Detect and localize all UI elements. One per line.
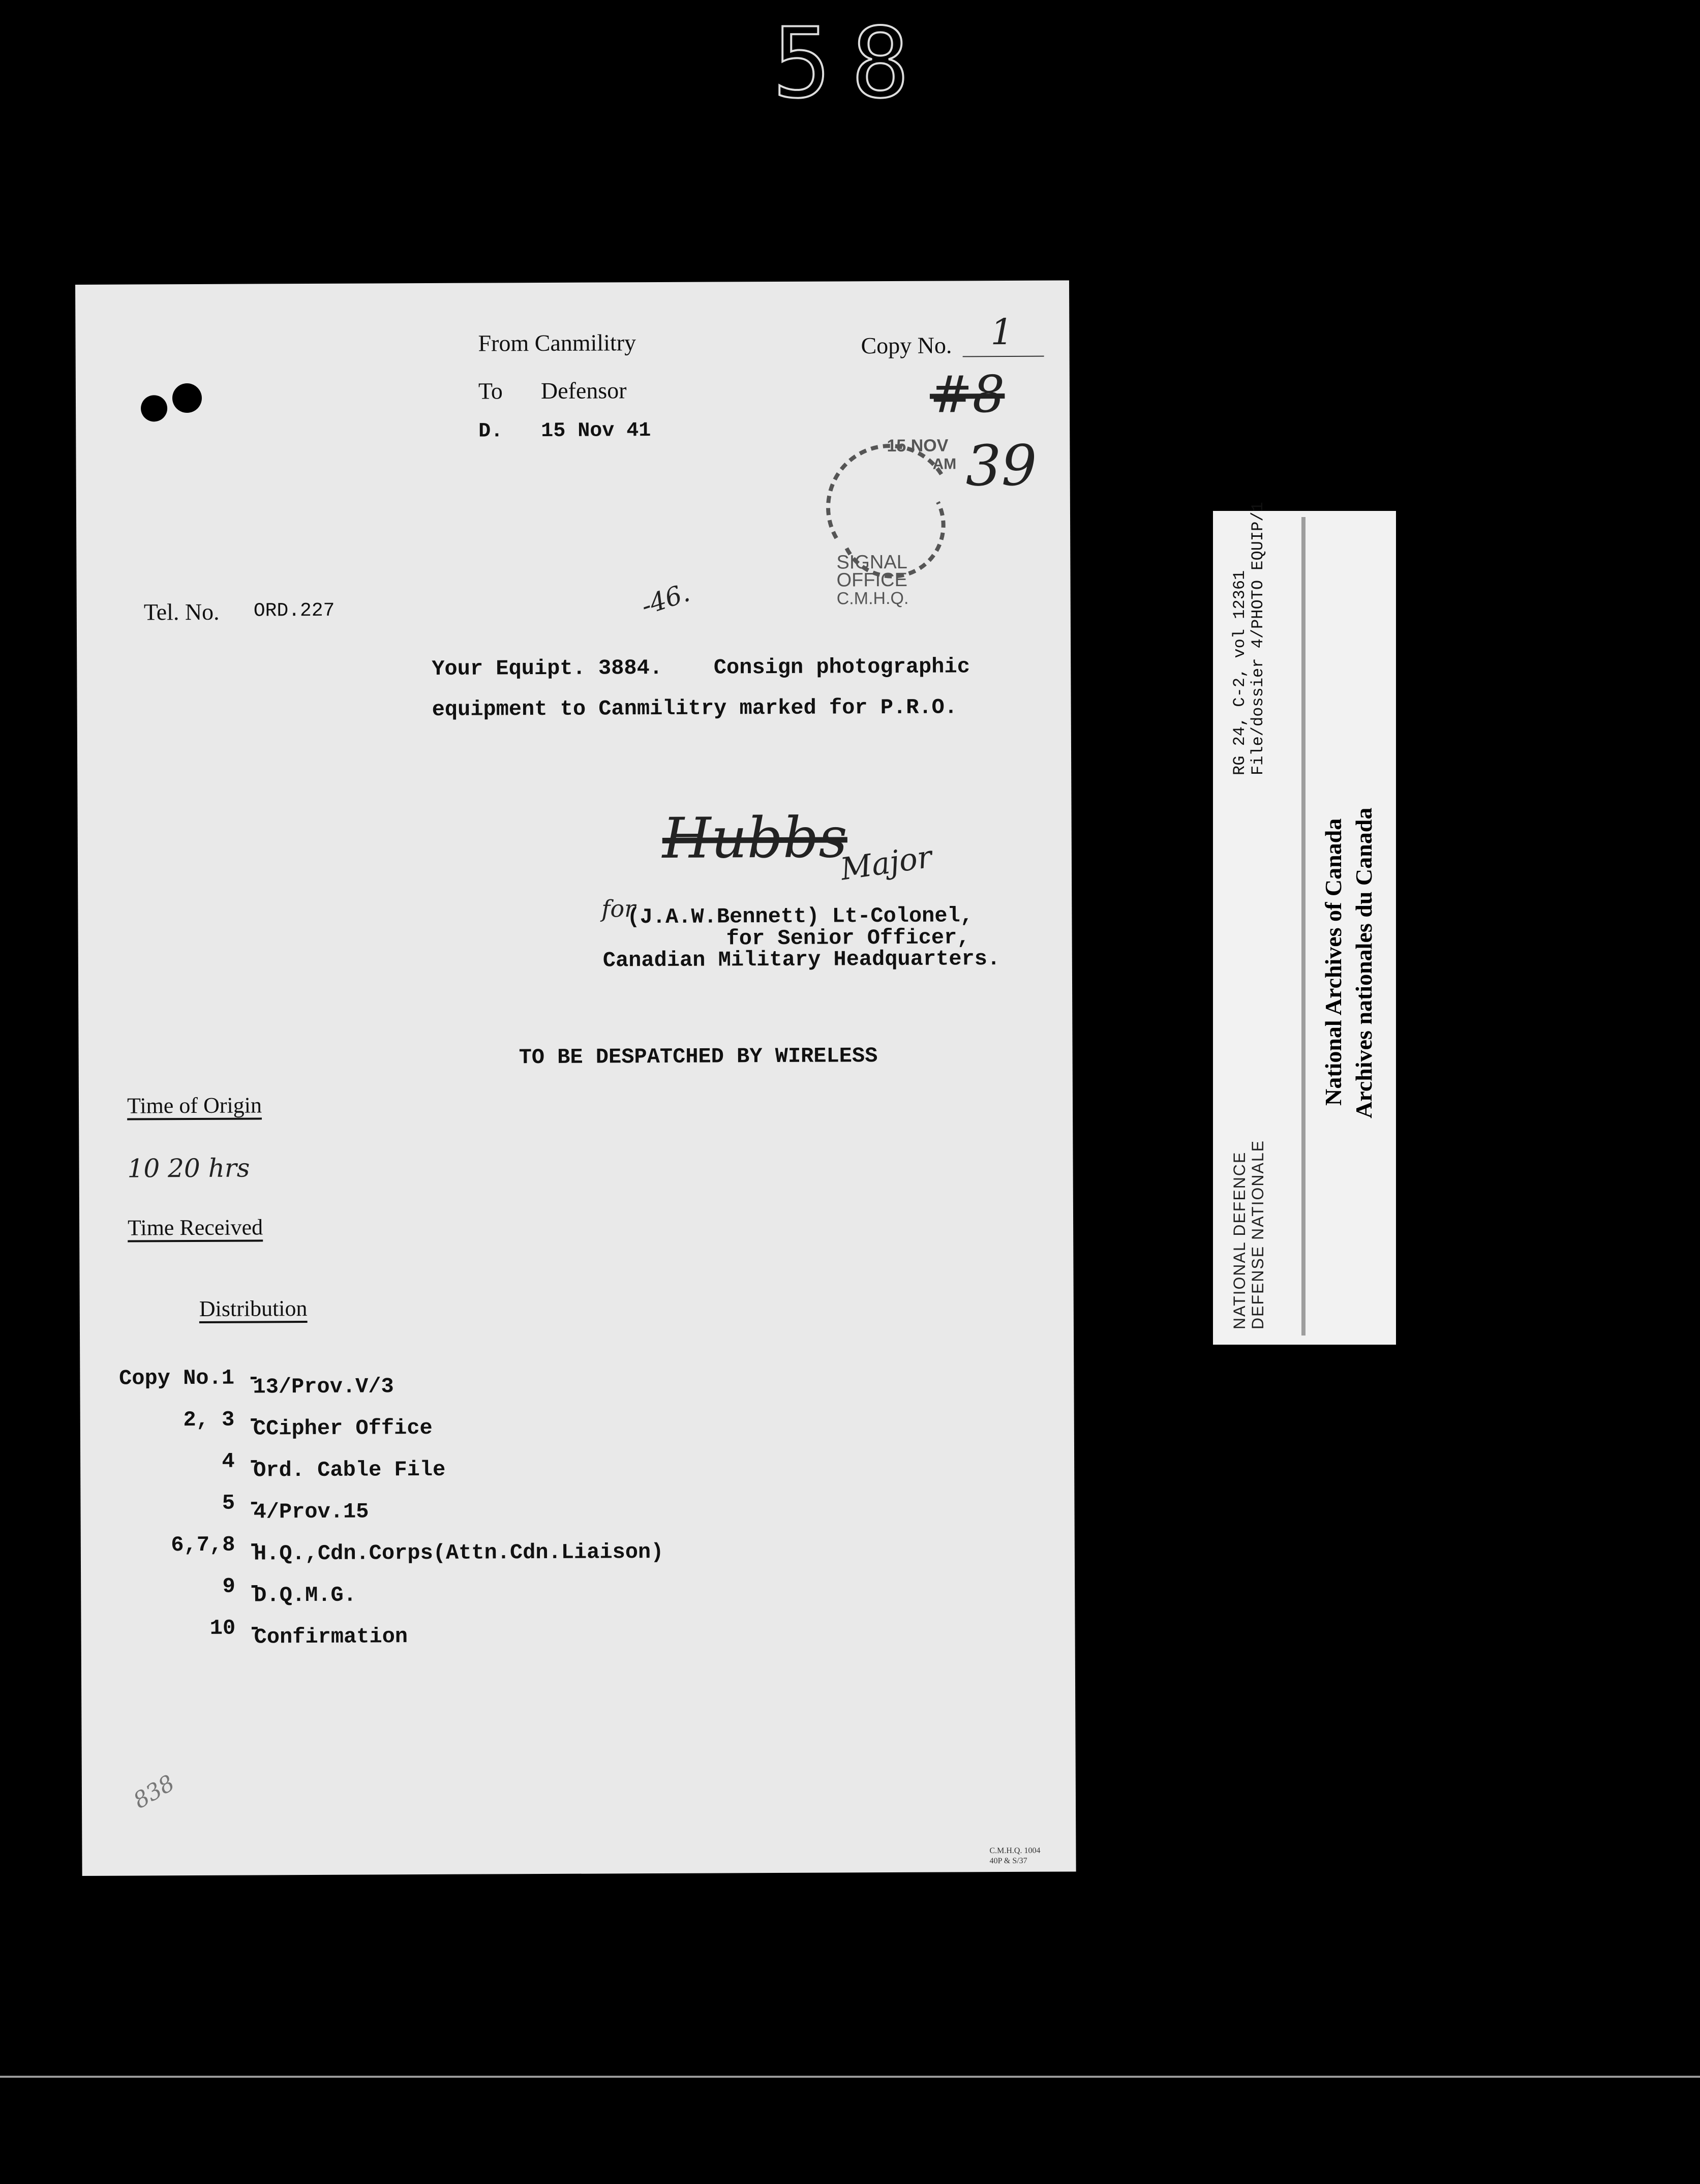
tel-label: Tel. No. — [143, 598, 220, 625]
distribution-recipient: Confirmation — [254, 1624, 408, 1650]
distribution-copies: Copy No.1 - — [119, 1366, 260, 1391]
distribution-recipient: 4/Prov.15 — [253, 1499, 369, 1525]
stamp-text-3: C.M.H.Q. — [836, 588, 909, 609]
form-code-line-2: 40P & S/37 — [989, 1856, 1027, 1866]
department-line-2: DEFENSE NATIONALE — [1249, 1139, 1267, 1329]
distribution-row — [126, 1399, 433, 1441]
message-line-2: equipment to Canmilitry marked for P.R.O. — [432, 695, 958, 722]
distribution-label: Distribution — [199, 1296, 308, 1321]
archive-reference-2: File/dossier 4/PHOTO EQUIP/1 — [1249, 502, 1267, 775]
copy-no-label: Copy No. — [861, 332, 952, 359]
distribution-row — [127, 1607, 408, 1650]
time-of-origin-label: Time of Origin — [127, 1093, 262, 1118]
signature-line-3: Canadian Military Headquarters. — [602, 947, 1000, 973]
distribution-recipient: Ord. Cable File — [253, 1457, 446, 1483]
distribution-recipient: D.Q.M.G. — [254, 1583, 356, 1608]
signature-for-handwritten: for — [601, 895, 636, 923]
distribution-copies: 9 - — [222, 1574, 261, 1599]
signature-handwritten: Hubbs — [662, 805, 848, 871]
stamp-text-2: OFFICE — [836, 569, 907, 591]
archive-label — [1213, 502, 1396, 1345]
bottom-rule — [0, 2076, 1700, 2078]
archives-name-english: National Archives of Canada — [1320, 818, 1346, 1106]
distribution-row — [127, 1565, 356, 1608]
distribution-row — [119, 1357, 394, 1400]
time-of-origin-value: 10 20 hrs — [127, 1153, 250, 1184]
distribution-list — [119, 1354, 787, 1650]
tel-value: ORD.227 — [253, 599, 335, 622]
date-label: D. — [478, 420, 503, 443]
time-received-label: Time Received — [127, 1215, 263, 1240]
document-page — [75, 280, 1076, 1876]
frame-number: 58 — [773, 7, 930, 119]
handwritten-number: 39 — [965, 433, 1037, 499]
from-line: From Canmilitry — [478, 329, 636, 356]
date-value: 15 Nov 41 — [541, 419, 651, 443]
stamp-ampm: AM — [932, 456, 957, 473]
message-line-1: Your Equipt. 3884. Consign photographic — [432, 654, 970, 681]
distribution-row — [127, 1524, 664, 1566]
archives-name-french: Archives nationales du Canada — [1351, 807, 1377, 1118]
distribution-recipient: H.Q.,Cdn.Corps(Attn.Cdn.Liaison) — [253, 1539, 664, 1566]
signature-line-1: (J.A.W.Bennett) Lt-Colonel, — [627, 903, 974, 930]
distribution-recipient: 13/Prov.V/3 — [253, 1374, 394, 1400]
corner-handwritten-mark: 838 — [129, 1770, 179, 1814]
copy-no-underline — [963, 356, 1044, 357]
signature-line-2: for Senior Officer, — [726, 925, 970, 951]
to-label: To — [478, 378, 503, 404]
to-value: Defensor — [540, 377, 627, 404]
distribution-row — [126, 1482, 369, 1525]
copy-no-handwritten: 1 — [990, 311, 1014, 353]
distribution-copies: 4 - — [222, 1449, 261, 1474]
dispatch-note: TO BE DESPATCHED BY WIRELESS — [519, 1044, 878, 1070]
form-code-line-1: C.M.H.Q. 1004 — [989, 1846, 1041, 1856]
department-line-1: NATIONAL DEFENCE — [1230, 1151, 1249, 1329]
distribution-copies: 2, 3 - — [183, 1407, 260, 1433]
stamp-date: 15 NOV — [887, 436, 949, 456]
signature-rank-handwritten: Major — [838, 839, 934, 888]
distribution-copies: 10 - — [209, 1616, 261, 1641]
distribution-copies: 5 - — [222, 1491, 261, 1515]
archive-reference-1: RG 24, C-2, vol 12361 — [1230, 570, 1249, 775]
stamp-text-1: SIGNAL — [836, 551, 907, 573]
punch-hole — [141, 395, 167, 421]
archive-strip — [1301, 517, 1306, 1336]
handwritten-reference: -46. — [638, 578, 693, 621]
copy-no-crossed: #8 — [929, 365, 1005, 424]
signal-office-stamp — [815, 420, 969, 609]
punch-hole — [172, 383, 202, 413]
distribution-recipient: CCipher Office — [253, 1415, 433, 1441]
distribution-row — [126, 1440, 446, 1483]
distribution-copies: 6,7,8 - — [171, 1532, 261, 1558]
